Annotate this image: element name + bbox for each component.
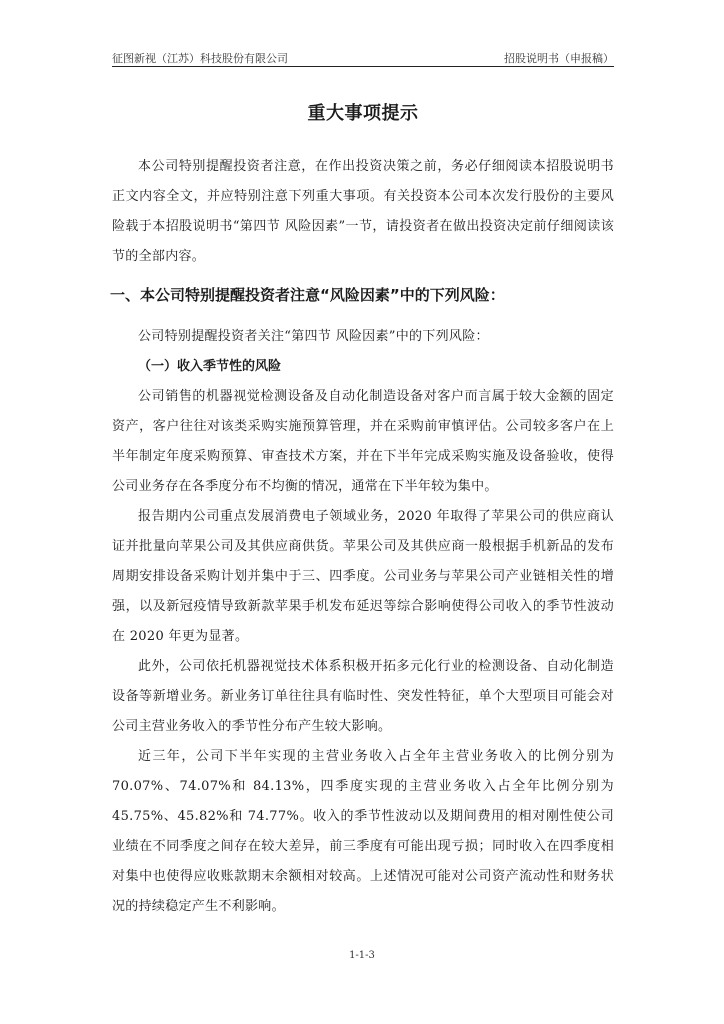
paragraph-seasonality-2: 报告期内公司重点发展消费电子领域业务，2020 年取得了苹果公司的供应商认证并批量向苹果公司及其供应商供货。苹果公司及其供应商一般根据手机新品的发布周期安排设备采购计划并集中于三、四季度。公司业务与苹果公司产业链相关性的增强，以及新冠疫情导致新款苹果手机发布延迟等综合影响使得公司收入的季节性波动在 2020 年更为显著。 (112, 509, 614, 644)
header-document-type: 招股说明书（申报稿） (504, 52, 614, 65)
paragraph-seasonality-4: 近三年，公司下半年实现的主营业务收入占全年主营业务收入的比例分别为 70.07%、74.07%和 84.13%，四季度实现的主营业务收入占全年比例分别为 45.75%、45.82%和 74.77%。收入的季节性波动以及期间费用的相对刚性使公司业绩在不同季度之间存在较大差异，前三季度有可能出现亏损；同时收入在四季度相对集中也使得应收账款期末余额相对较高。上述情况可能对公司资产流动性和财务状况的持续稳定产生不利影响。 (112, 749, 614, 914)
page-header (112, 48, 614, 67)
page-number: 1-1-3 (349, 950, 375, 961)
section-1-lead: 公司特别提醒投资者关注“第四节 风险因素”中的下列风险： (138, 329, 489, 344)
subsection-1-heading: （一）收入季节性的风险 (138, 359, 282, 374)
intro-paragraph: 本公司特别提醒投资者注意，在作出投资决策之前，务必仔细阅读本招股说明书正文内容全文，并应特别注意下列重大事项。有关投资本公司本次发行股份的主要风险载于本招股说明书“第四节 风险因素”一节，请投资者在做出投资决定前仔细阅读该节的全部内容。 (112, 159, 614, 264)
page-title: 重大事项提示 (307, 103, 419, 124)
paragraph-seasonality-1: 公司销售的机器视觉检测设备及自动化制造设备对客户而言属于较大金额的固定资产，客户往往对该类采购实施预算管理，并在采购前审慎评估。公司较多客户在上半年制定年度采购预算、审查技术方案，并在下半年完成采购实施及设备验收，使得公司业务存在各季度分布不均衡的情况，通常在下半年较为集中。 (112, 389, 614, 494)
paragraph-seasonality-3: 此外，公司依托机器视觉技术体系积极开拓多元化行业的检测设备、自动化制造设备等新增业务。新业务订单往往具有临时性、突发性特征，单个大型项目可能会对公司主营业务收入的季节性分布产生较大影响。 (112, 659, 614, 734)
section-1-heading: 一、本公司特别提醒投资者注意“风险因素”中的下列风险： (110, 286, 505, 304)
document-body (112, 100, 614, 922)
header-company-name: 征图新视（江苏）科技股份有限公司 (112, 52, 288, 65)
